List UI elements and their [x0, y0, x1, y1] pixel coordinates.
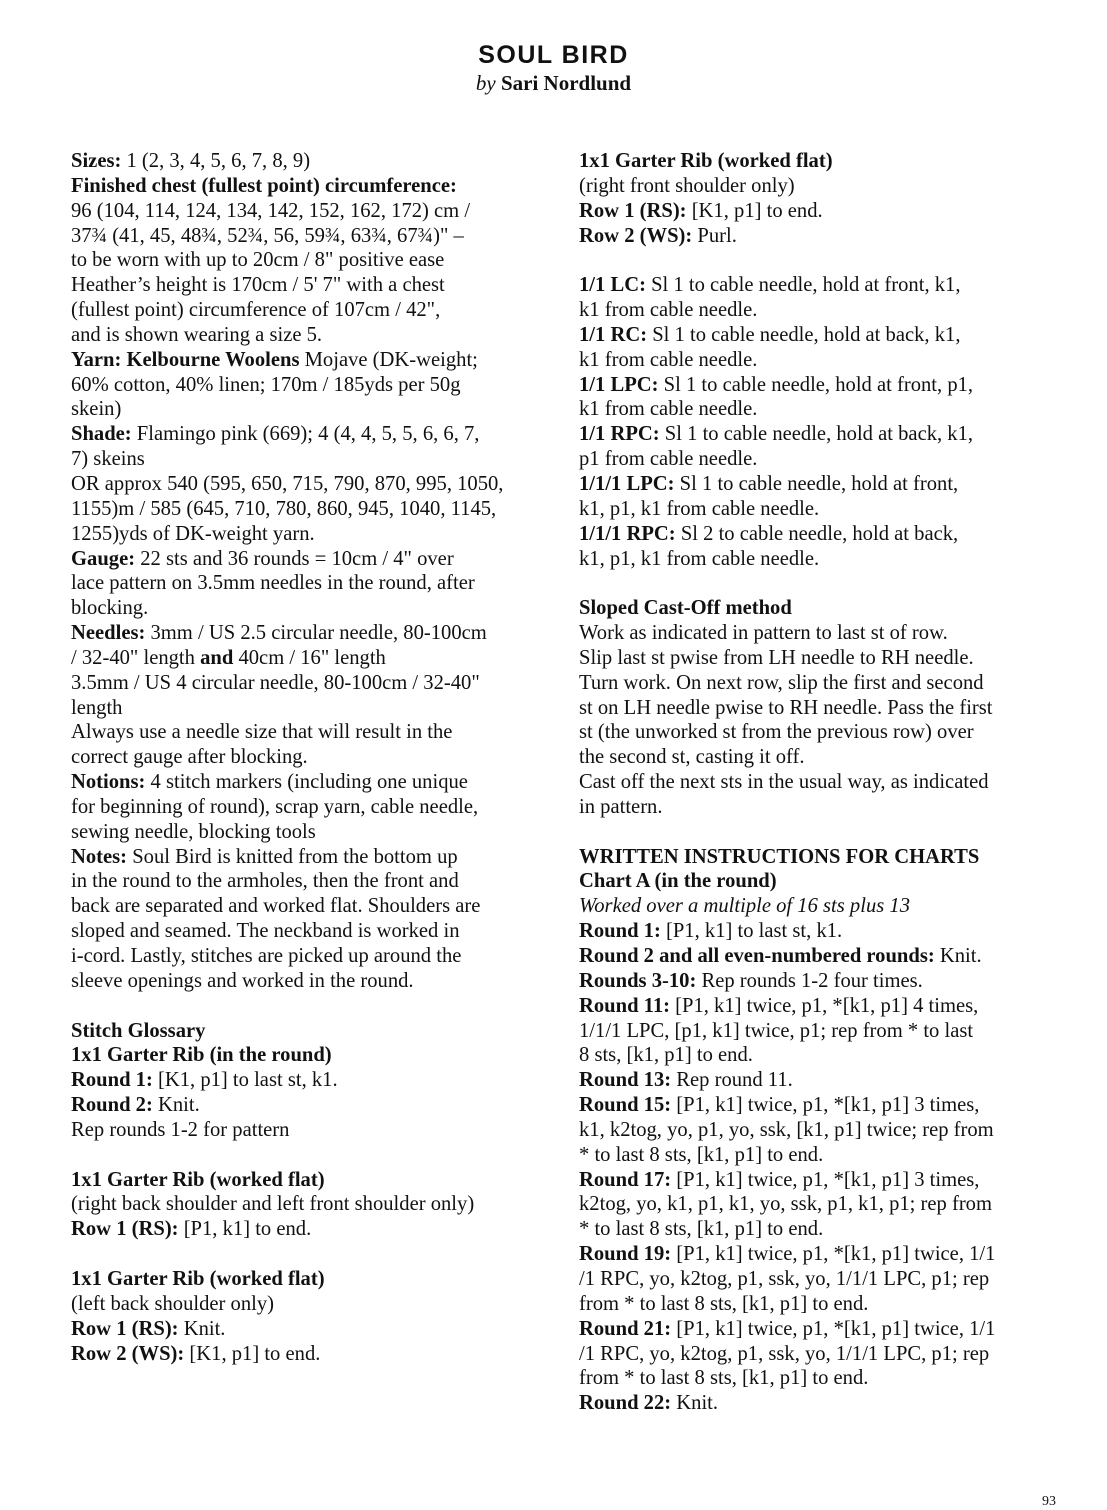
body-text: correct gauge after blocking. [71, 746, 308, 769]
text-line [579, 1366, 1064, 1391]
bold-text: Round 1: [71, 1069, 153, 1092]
bold-text: 1/1 RC: [579, 323, 648, 346]
body-text: 22 sts and 36 rounds = 10cm / 4" over [135, 547, 454, 570]
text-line [71, 1118, 556, 1143]
text-line [579, 745, 1064, 770]
body-text: 1 (2, 3, 4, 5, 6, 7, 8, 9) [121, 150, 311, 172]
text-line [579, 994, 1064, 1019]
text-line [579, 1242, 1064, 1267]
text-line [579, 646, 1064, 671]
body-text: sloped and seamed. The neckband is worked in [71, 920, 460, 943]
body-text: (left back shoulder only) [71, 1292, 275, 1315]
text-line [579, 770, 1064, 795]
body-text: Soul Bird is knitted from the bottom up [127, 845, 458, 868]
body-text: Sl 2 to cable needle, hold at back, [675, 522, 959, 545]
text-line [71, 1342, 556, 1367]
author-name: Sari Nordlund [500, 71, 632, 95]
text-line [71, 224, 556, 249]
text-line [71, 422, 556, 447]
text-line [579, 1267, 1064, 1292]
text-line [71, 869, 556, 894]
bold-text: 1/1/1 LPC: [579, 472, 675, 495]
text-line [71, 199, 556, 224]
text-line [71, 1168, 556, 1193]
body-text: 1155)m / 585 (645, 710, 780, 860, 945, 1040, 1145, [71, 497, 497, 520]
bold-text: Round 22: [579, 1392, 672, 1415]
body-text: Sl 1 to cable needle, hold at front, k1, [645, 274, 961, 297]
text-line [579, 547, 1064, 572]
body-text: Rep round 11. [671, 1069, 793, 1092]
text-line [579, 621, 1064, 646]
bold-text: Round 19: [579, 1243, 672, 1266]
text-line [71, 149, 556, 174]
text-line [71, 1292, 556, 1317]
text-line [579, 522, 1064, 547]
body-text: k1 from cable needle. [579, 398, 758, 421]
body-text: 7) skeins [71, 448, 145, 471]
text-line [71, 298, 556, 323]
bold-text: Sloped Cast-Off method [579, 597, 792, 620]
text-line [71, 397, 556, 422]
bold-text: 1/1 RPC: [579, 423, 660, 446]
body-text: from * to last 8 sts, [k1, p1] to end. [579, 1292, 869, 1315]
text-line [71, 348, 556, 373]
body-text: (right front shoulder only) [579, 174, 795, 197]
bold-text: Round 21: [579, 1317, 672, 1340]
bold-text: Round 2 and all even-numbered rounds: [579, 945, 935, 967]
body-text: /1 RPC, yo, k2tog, p1, ssk, yo, 1/1/1 LPC, p1; rep [579, 1342, 990, 1365]
text-line [71, 745, 556, 770]
bold-text: Stitch Glossary [71, 1019, 206, 1042]
body-text: [P1, k1] to end. [178, 1218, 312, 1241]
body-text: Turn work. On next row, slip the first and second [579, 671, 984, 694]
paragraph-gap [579, 820, 1064, 845]
bold-text: Shade: [71, 423, 132, 446]
text-line [71, 373, 556, 398]
text-line [579, 1019, 1064, 1044]
body-text: in the round to the armholes, then the front and [71, 870, 459, 893]
body-text: 60% cotton, 40% linen; 170m / 185yds per 50g [71, 373, 461, 396]
body-text: blocking. [71, 597, 149, 620]
bold-text: Row 2 (WS): [71, 1342, 185, 1365]
text-line [71, 1093, 556, 1118]
body-text: 40cm / 16" length [233, 646, 386, 669]
body-text: 1255)yds of DK-weight yarn. [71, 522, 315, 545]
bold-text: Row 2 (WS): [579, 224, 693, 247]
text-line [579, 1118, 1064, 1143]
paragraph-gap [71, 994, 556, 1019]
bold-text: 1/1/1 RPC: [579, 522, 676, 545]
body-text: p1 from cable needle. [579, 448, 758, 471]
text-line [71, 919, 556, 944]
text-line [579, 869, 1064, 894]
body-text: Mojave (DK-weight; [299, 348, 478, 371]
text-line [579, 1043, 1064, 1068]
bold-text: Rounds 3-10: [579, 969, 697, 992]
body-text: 96 (104, 114, 124, 134, 142, 152, 162, 172) cm / [71, 199, 471, 222]
text-line [71, 323, 556, 348]
body-text: k1 from cable needle. [579, 299, 758, 322]
byline [0, 70, 1107, 96]
page-number: 93 [1042, 1494, 1056, 1509]
text-line [71, 1217, 556, 1242]
body-text: Purl. [692, 224, 737, 247]
text-line [71, 497, 556, 522]
text-line [579, 969, 1064, 994]
text-line [579, 1068, 1064, 1093]
body-text: Knit. [178, 1317, 226, 1340]
bold-text: Needles: [71, 622, 146, 645]
body-text: Rep rounds 1-2 four times. [696, 969, 923, 992]
body-text: (fullest point) circumference of 107cm / 42", [71, 299, 441, 322]
body-text: back are separated and worked flat. Shoulders are [71, 895, 481, 918]
text-line [579, 323, 1064, 348]
body-text: * to last 8 sts, [k1, p1] to end. [579, 1143, 824, 1166]
text-line [71, 1019, 556, 1044]
text-line [71, 522, 556, 547]
text-line [579, 1143, 1064, 1168]
body-text: 3mm / US 2.5 circular needle, 80-100cm [145, 622, 487, 645]
body-text: 8 sts, [k1, p1] to end. [579, 1044, 753, 1067]
body-text: 37¾ (41, 45, 48¾, 52¾, 56, 59¾, 63¾, 67¾)" – [71, 224, 464, 247]
text-line [579, 1093, 1064, 1118]
text-line [579, 1217, 1064, 1242]
bold-text: WRITTEN INSTRUCTIONS FOR CHARTS [579, 845, 980, 868]
text-line [71, 596, 556, 621]
body-text: Cast off the next sts in the usual way, as indicated [579, 771, 989, 794]
text-line [579, 273, 1064, 298]
bold-text: and [200, 646, 234, 669]
text-line [71, 447, 556, 472]
body-text: [K1, p1] to end. [686, 199, 823, 222]
body-text: st on LH needle pwise to RH needle. Pass the first [579, 696, 993, 719]
italic-text: Worked over a multiple of 16 sts plus 13 [579, 895, 911, 918]
text-line [579, 894, 1064, 919]
text-line [579, 174, 1064, 199]
text-line [71, 646, 556, 671]
body-text: to be worn with up to 20cm / 8" positive ease [71, 249, 445, 272]
body-text: from * to last 8 sts, [k1, p1] to end. [579, 1367, 869, 1390]
text-line [579, 795, 1064, 820]
text-line [579, 696, 1064, 721]
body-text: Knit. [934, 945, 982, 967]
text-line [579, 199, 1064, 224]
text-line [579, 1192, 1064, 1217]
text-line [71, 770, 556, 795]
text-line [579, 397, 1064, 422]
bold-text: Gauge: [71, 547, 136, 570]
bold-text: 1x1 Garter Rib (worked flat) [579, 150, 833, 172]
text-line [579, 919, 1064, 944]
body-text: [P1, k1] to last st, k1. [660, 920, 843, 943]
text-line [71, 1192, 556, 1217]
bold-text: Chart A (in the round) [579, 870, 777, 893]
text-line [71, 1043, 556, 1068]
text-line [71, 273, 556, 298]
bold-text: Sizes: [71, 150, 122, 172]
page-header [0, 40, 1107, 96]
text-line [579, 224, 1064, 249]
bold-text: 1x1 Garter Rib (worked flat) [71, 1168, 325, 1191]
body-text: / 32-40" length [71, 646, 201, 669]
bold-text: Round 17: [579, 1168, 672, 1191]
body-text: 3.5mm / US 4 circular needle, 80-100cm / 32-40" [71, 671, 480, 694]
text-line [579, 373, 1064, 398]
body-text: length [71, 696, 123, 719]
bold-text: 1x1 Garter Rib (in the round) [71, 1044, 332, 1067]
body-text: Sl 1 to cable needle, hold at front, p1, [658, 373, 974, 396]
bold-text: Round 15: [579, 1094, 672, 1117]
text-line [71, 969, 556, 994]
bold-text: 1x1 Garter Rib (worked flat) [71, 1267, 325, 1290]
text-line [71, 571, 556, 596]
body-text: /1 RPC, yo, k2tog, p1, ssk, yo, 1/1/1 LPC, p1; rep [579, 1267, 990, 1290]
body-text: Slip last st pwise from LH needle to RH needle. [579, 646, 974, 669]
text-line [579, 845, 1064, 870]
text-line [579, 149, 1064, 174]
text-line [71, 472, 556, 497]
body-text: k1, k2tog, yo, p1, yo, ssk, [k1, p1] twice; rep from [579, 1118, 994, 1141]
pattern-title: SOUL BIRD [478, 41, 629, 69]
bold-text: Row 1 (RS): [579, 199, 687, 222]
text-line [579, 298, 1064, 323]
left-column [71, 149, 556, 1366]
bold-text: Round 2: [71, 1094, 153, 1117]
bold-text: 1/1 LPC: [579, 373, 659, 396]
text-line [579, 944, 1064, 969]
body-text: st (the unworked st from the previous row) over [579, 721, 974, 744]
bold-text: Yarn: Kelbourne Woolens [71, 348, 300, 371]
text-line [579, 1292, 1064, 1317]
body-text: in pattern. [579, 795, 663, 818]
text-line [71, 621, 556, 646]
text-line [71, 720, 556, 745]
body-text: [P1, k1] twice, p1, *[k1, p1] 4 times, [670, 994, 979, 1017]
text-line [579, 1391, 1064, 1416]
body-text: Knit. [671, 1392, 719, 1415]
text-line [71, 894, 556, 919]
body-text: and is shown wearing a size 5. [71, 323, 323, 346]
body-text: lace pattern on 3.5mm needles in the round, after [71, 572, 475, 595]
text-line [71, 1068, 556, 1093]
body-text: k1 from cable needle. [579, 348, 758, 371]
body-text: skein) [71, 398, 122, 421]
body-text: [P1, k1] twice, p1, *[k1, p1] twice, 1/1 [671, 1243, 996, 1266]
text-line [71, 795, 556, 820]
body-text: Flamingo pink (669); 4 (4, 4, 5, 5, 6, 6, 7, [131, 423, 480, 446]
body-text: Sl 1 to cable needle, hold at back, k1, [647, 323, 961, 346]
body-text: k1, p1, k1 from cable needle. [579, 497, 820, 520]
text-line [71, 174, 556, 199]
text-line [579, 596, 1064, 621]
paragraph-gap [71, 1242, 556, 1267]
text-line [71, 248, 556, 273]
text-line [71, 944, 556, 969]
body-text: Work as indicated in pattern to last st of row. [579, 622, 948, 645]
bold-text: Round 11: [579, 994, 670, 1017]
body-text: * to last 8 sts, [k1, p1] to end. [579, 1218, 824, 1241]
text-line [579, 348, 1064, 373]
body-text: [K1, p1] to end. [184, 1342, 321, 1365]
bold-text: Round 1: [579, 920, 661, 943]
body-text: Always use a needle size that will result in the [71, 721, 453, 744]
body-text: i-cord. Lastly, stitches are picked up around the [71, 945, 462, 967]
body-text: (right back shoulder and left front shoulder only) [71, 1193, 475, 1216]
bold-text: Round 13: [579, 1069, 672, 1092]
body-text: [P1, k1] twice, p1, *[k1, p1] 3 times, [671, 1168, 980, 1191]
text-line [579, 497, 1064, 522]
byline-by: by [475, 71, 496, 95]
body-text: Heather’s height is 170cm / 5' 7" with a chest [71, 274, 445, 297]
body-text: k1, p1, k1 from cable needle. [579, 547, 820, 570]
body-text: Sl 1 to cable needle, hold at back, k1, [659, 423, 974, 446]
bold-text: Finished chest (fullest point) circumference: [71, 174, 457, 197]
text-line [579, 1168, 1064, 1193]
body-text: [P1, k1] twice, p1, *[k1, p1] 3 times, [671, 1094, 980, 1117]
bold-text: Row 1 (RS): [71, 1218, 179, 1241]
body-text: [K1, p1] to last st, k1. [152, 1069, 338, 1092]
body-text: sewing needle, blocking tools [71, 820, 316, 843]
body-text: [P1, k1] twice, p1, *[k1, p1] twice, 1/1 [671, 1317, 996, 1340]
text-line [579, 472, 1064, 497]
body-text: Knit. [152, 1094, 200, 1117]
text-line [579, 720, 1064, 745]
text-line [71, 820, 556, 845]
right-column [579, 149, 1064, 1416]
bold-text: Notions: [71, 771, 146, 794]
body-text: the second st, casting it off. [579, 746, 805, 769]
bold-text: Notes: [71, 845, 128, 868]
text-line [579, 1317, 1064, 1342]
body-text: Rep rounds 1-2 for pattern [71, 1118, 290, 1141]
text-line [579, 671, 1064, 696]
body-text: Sl 1 to cable needle, hold at front, [674, 472, 959, 495]
body-text: OR approx 540 (595, 650, 715, 790, 870, 995, 1050, [71, 472, 504, 495]
text-line [71, 671, 556, 696]
paragraph-gap [579, 248, 1064, 273]
text-line [71, 1267, 556, 1292]
paragraph-gap [71, 1143, 556, 1168]
bold-text: Row 1 (RS): [71, 1317, 179, 1340]
body-text: for beginning of round), scrap yarn, cable needle, [71, 795, 479, 818]
text-line [579, 422, 1064, 447]
text-line [71, 696, 556, 721]
body-text: 1/1/1 LPC, [p1, k1] twice, p1; rep from * to last [579, 1019, 974, 1042]
text-line [71, 845, 556, 870]
text-line [71, 547, 556, 572]
body-text: 4 stitch markers (including one unique [145, 771, 468, 794]
body-text: k2tog, yo, k1, p1, k1, yo, ssk, p1, k1, p1; rep from [579, 1193, 993, 1216]
paragraph-gap [579, 571, 1064, 596]
body-text: sleeve openings and worked in the round. [71, 969, 414, 992]
text-line [579, 447, 1064, 472]
text-line [71, 1317, 556, 1342]
bold-text: 1/1 LC: [579, 274, 646, 297]
text-line [579, 1342, 1064, 1367]
